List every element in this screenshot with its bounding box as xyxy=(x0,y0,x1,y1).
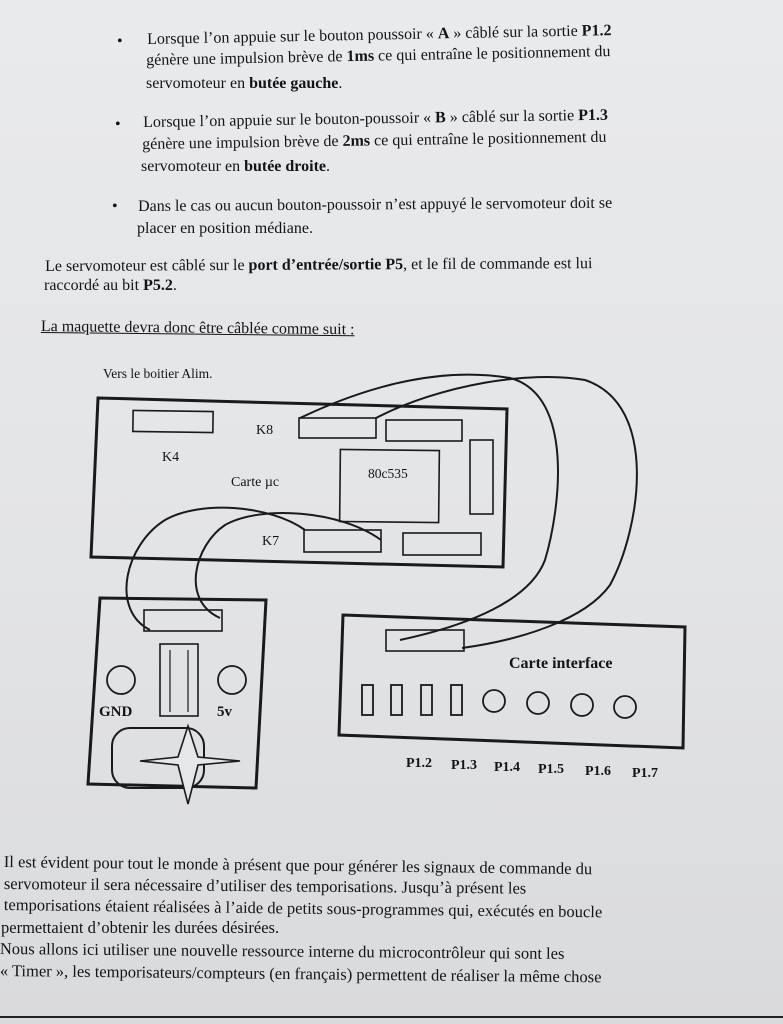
bullet-2-line-2: génère une impulsion brève de 2ms ce qui entraîne le positionnement du xyxy=(142,128,607,153)
servo-horn-icon xyxy=(140,726,240,804)
k7-connector-right xyxy=(403,533,481,555)
bullet-1-line-1: Lorsque l’on appuie sur le bouton poussoir « A » câblé sur la sortie P1.2 xyxy=(147,22,612,48)
chip-80c535 xyxy=(340,449,440,522)
carte-uc-label: Carte µc xyxy=(231,475,280,490)
cable-k7-to-servo-2 xyxy=(196,513,381,618)
paragraph-line-5: Nous allons ici utiliser une nouvelle ressource interne du microcontrôleur qui sont les xyxy=(0,938,565,963)
gnd-terminal xyxy=(107,666,135,694)
k4-label: K4 xyxy=(162,450,180,465)
switch-p1-3 xyxy=(391,685,402,715)
cable-k8-to-interface-1 xyxy=(300,375,558,640)
led-p1-4 xyxy=(483,690,505,712)
5v-label: 5v xyxy=(217,704,232,720)
5v-terminal xyxy=(218,666,246,694)
page-bottom-rule xyxy=(0,1016,783,1018)
k8-label: K8 xyxy=(256,423,274,438)
bullet-1-line-3: servomoteur en butée gauche. xyxy=(146,75,343,92)
section-heading: La maquette devra donc être câblée comme suit : xyxy=(40,317,355,339)
servo-chip xyxy=(160,644,198,716)
bullet-2-line-3: servomoteur en butée droite. xyxy=(141,158,330,175)
paragraph-line-3: temporisations étaient réalisées à l’aide de petits sous-programmes qui, exécutés en boucle xyxy=(3,894,603,922)
port-text-line-1: Le servomoteur est câblé sur le port d’entrée/sortie P5, et le fil de commande est lui xyxy=(45,255,593,275)
paragraph-line-6: « Timer », les temporisateurs/compteurs (en français) permettent de réaliser la même chose xyxy=(0,960,602,987)
alim-label: Vers le boitier Alim. xyxy=(103,366,213,381)
bullet-marker: • xyxy=(112,198,118,215)
switch-p1-5 xyxy=(451,685,462,715)
vertical-connector xyxy=(470,440,493,514)
port-label-p1-2: P1.2 xyxy=(406,756,433,771)
port-label-p1-4: P1.4 xyxy=(494,760,521,775)
port-label-p1-5: P1.5 xyxy=(538,762,565,777)
bullet-3-line-2: placer en position médiane. xyxy=(137,220,313,237)
k8-connector-right xyxy=(386,420,462,441)
k4-connector xyxy=(133,410,213,432)
paragraph-line-4: permettaient d’obtenir les durées désirées. xyxy=(1,918,280,937)
led-p1-7 xyxy=(614,696,636,718)
bullet-2-line-1: Lorsque l’on appuie sur le bouton-poussoir « B » câblé sur la sortie P1.3 xyxy=(143,106,609,131)
bullet-1-line-2: génère une impulsion brève de 1ms ce qui entraîne le positionnement du xyxy=(146,43,611,69)
k8-connector-left xyxy=(299,418,376,438)
port-label-p1-3: P1.3 xyxy=(451,758,478,773)
port-label-p1-7: P1.7 xyxy=(632,766,659,781)
bullet-3-line-1: Dans le cas ou aucun bouton-poussoir n’est appuyé le servomoteur doit se xyxy=(138,194,613,215)
switch-p1-2 xyxy=(362,685,373,715)
switch-p1-4 xyxy=(421,685,432,715)
led-p1-5 xyxy=(527,692,549,714)
cable-k7-to-servo-1 xyxy=(126,508,305,630)
paragraph-line-1: Il est évident pour tout le monde à présent que pour générer les signaux de commande du xyxy=(3,851,593,879)
chip-label: 80c535 xyxy=(368,466,408,481)
bullet-marker: • xyxy=(115,116,121,133)
carte-interface-label: Carte interface xyxy=(509,655,613,672)
bullet-marker: • xyxy=(117,33,123,50)
gnd-label: GND xyxy=(99,704,133,720)
k7-label: K7 xyxy=(262,534,280,549)
port-text-line-2: raccordé au bit P5.2. xyxy=(44,277,177,294)
port-label-p1-6: P1.6 xyxy=(585,764,612,779)
carte-interface-board xyxy=(339,615,685,748)
led-p1-6 xyxy=(571,694,593,716)
paragraph-line-2: servomoteur il sera nécessaire d’utiliser des temporisations. Jusqu’à présent les xyxy=(3,873,527,898)
